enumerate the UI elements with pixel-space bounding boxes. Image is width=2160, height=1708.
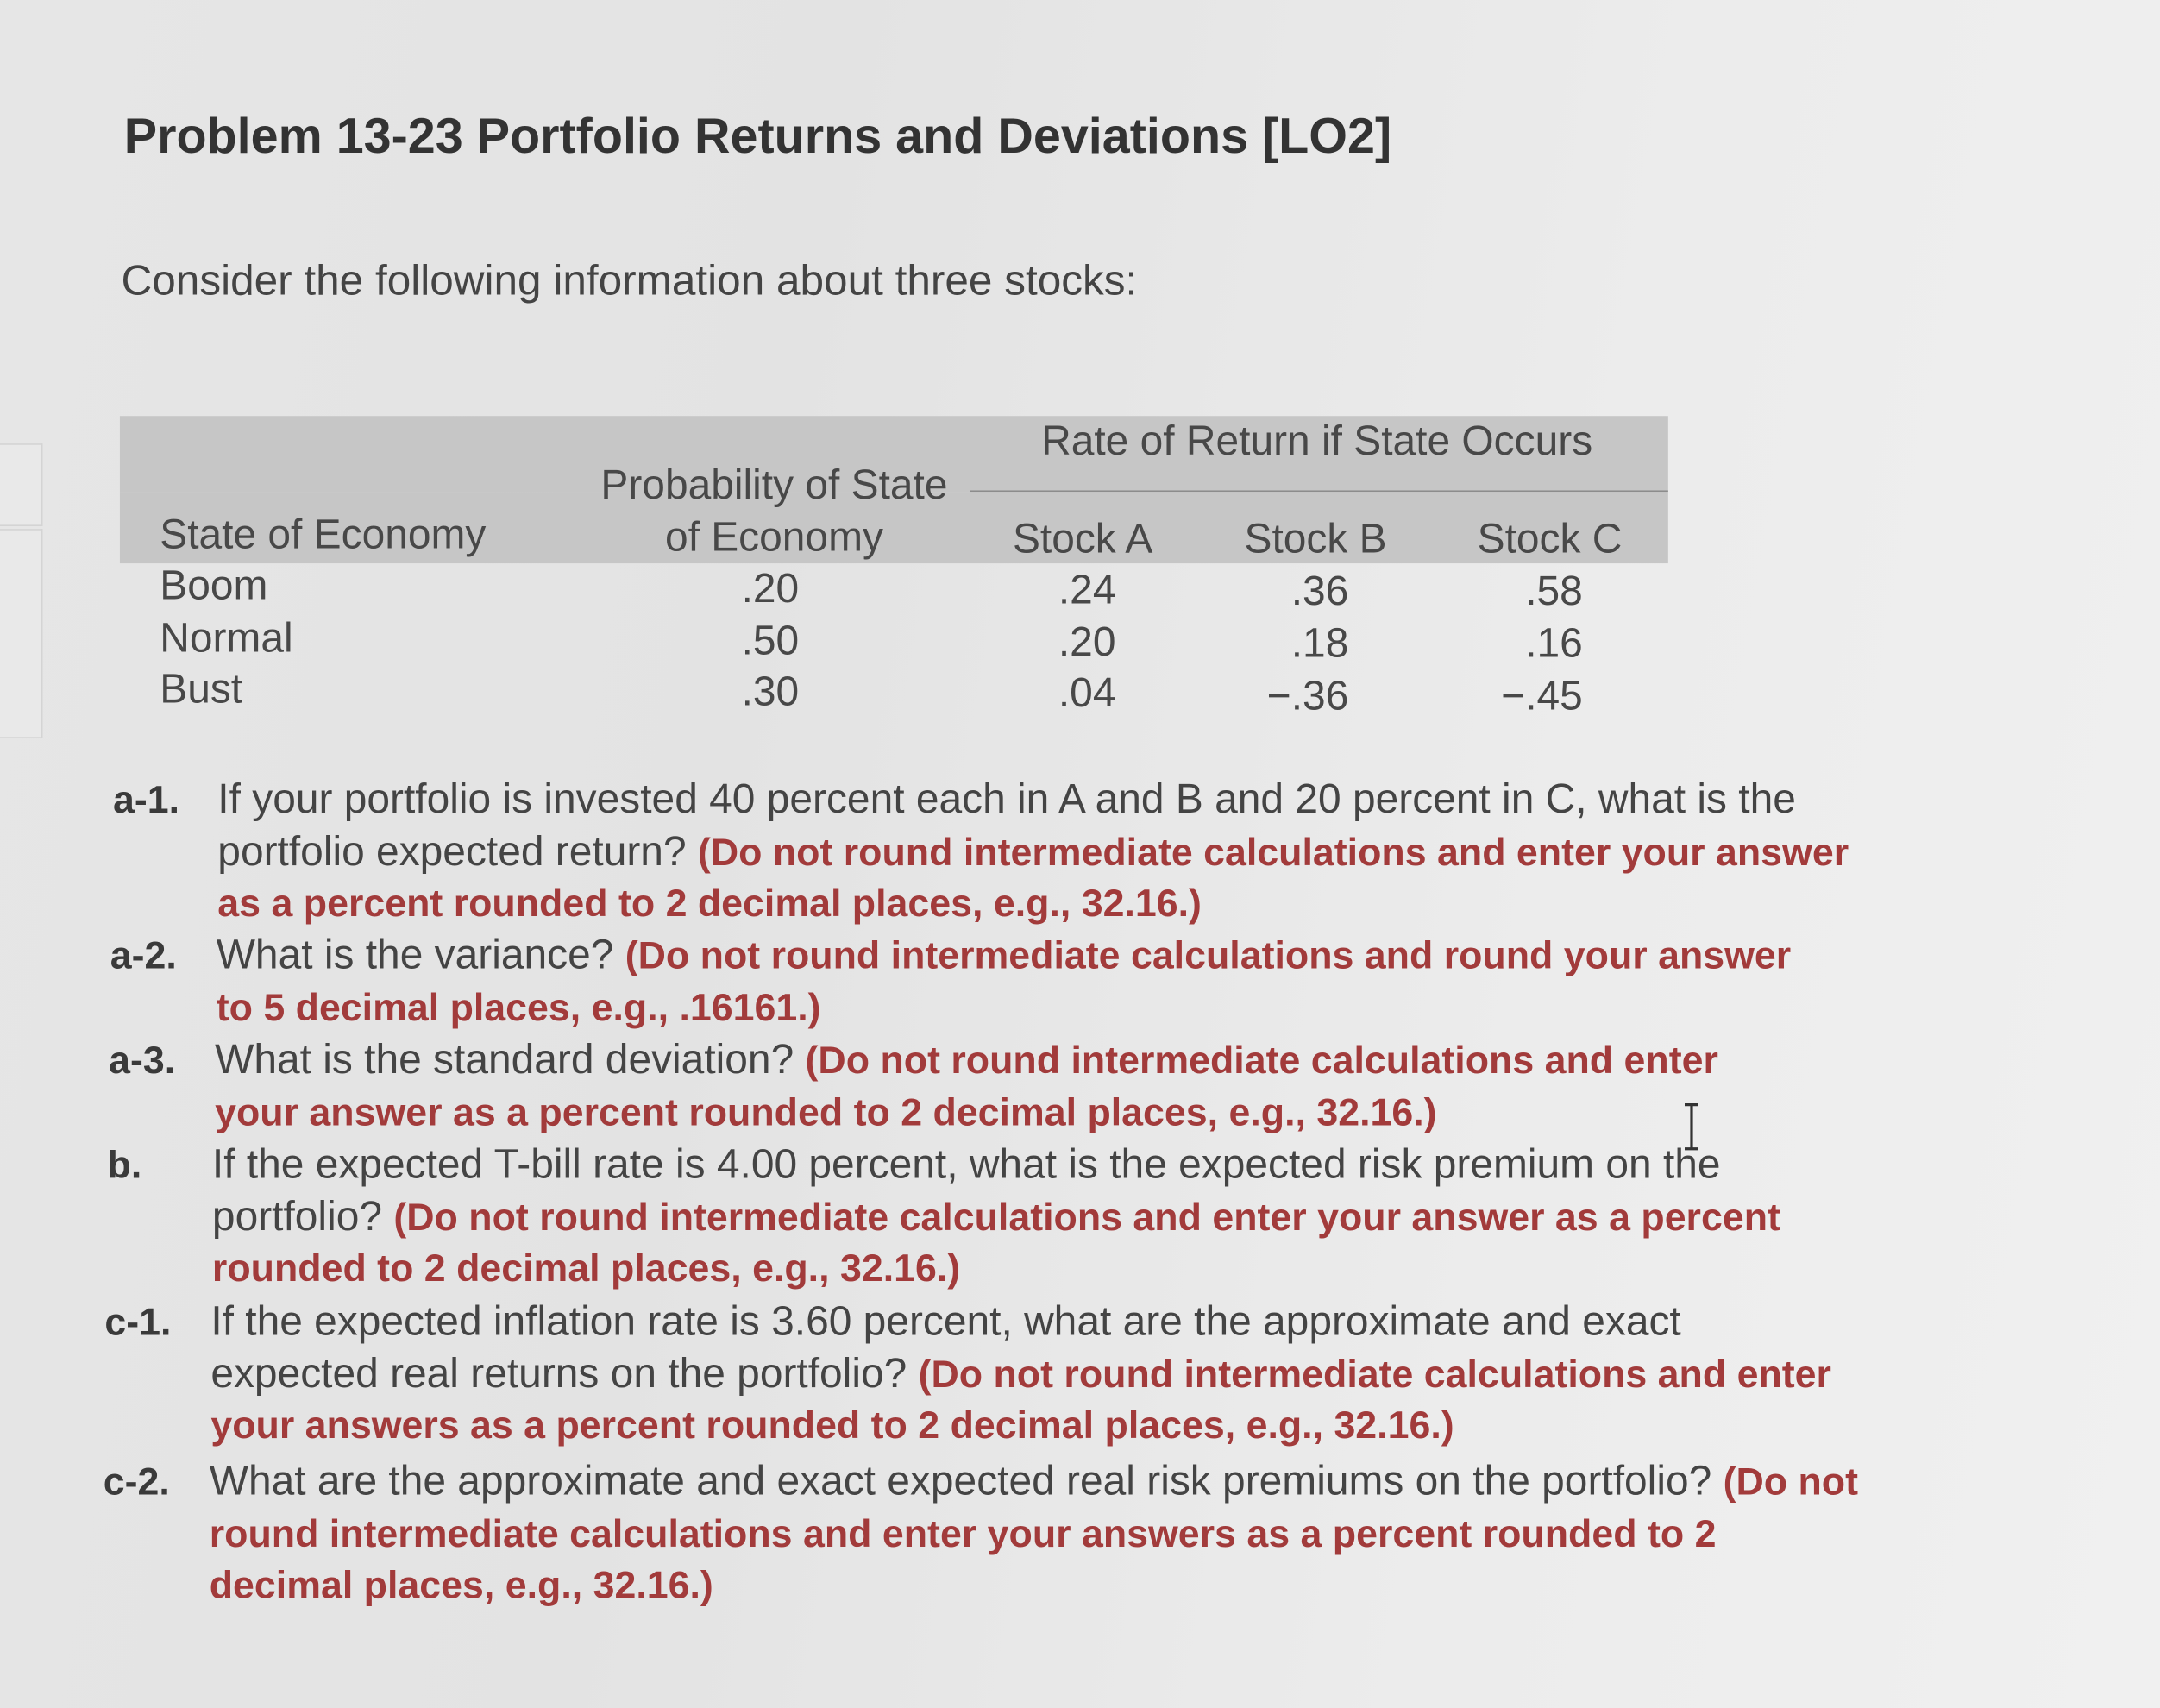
group-header-rule [970,490,1668,492]
question-text [210,1297,1843,1452]
row-probability: .50 [741,618,800,664]
question-text [212,1140,1879,1295]
left-edge-tab [0,529,43,738]
question-label: a-3. [109,1038,176,1082]
row-stock-a: .04 [1058,670,1116,717]
header-stock-a: Stock A [1012,516,1153,562]
header-stock-b: Stock B [1244,516,1387,562]
header-stock-c: Stock C [1477,516,1623,562]
question-label: a-2. [110,933,177,977]
group-header-rate-of-return: Rate of Return if State Occurs [1041,418,1593,465]
question-instruction: (Do not round intermediate calculations and enter your answers as a percent rounded to 2 decimal places, e.g., 32.16.) [210,1352,1831,1447]
question-text [217,774,1891,929]
question-text [215,1034,1805,1138]
row-stock-b: −.36 [1266,673,1349,719]
question-prompt: What is the standard deviation? [215,1037,794,1083]
text-cursor-icon [1680,1102,1703,1151]
row-stock-b: .18 [1290,621,1349,667]
row-stock-a: .24 [1058,567,1116,613]
question-instruction: (Do not round intermediate calculations and enter your answer as a percent rounded to 2 decimal places, e.g., 32.16.) [217,830,1849,925]
question-prompt: If the expected T-bill rate is 4.00 percent, what is the expected risk premium on the portfolio? [211,1141,1721,1240]
row-stock-a: .20 [1058,619,1116,666]
row-probability: .20 [741,566,800,612]
question-prompt: What are the approximate and exact expected real risk premiums on the portfolio? [209,1459,1712,1504]
question-text [210,1456,1862,1611]
row-probability: .30 [741,669,800,715]
row-stock-c: .58 [1525,568,1583,615]
question-instruction: (Do not round intermediate calculations and enter your answer as a percent rounded to 2 decimal places, e.g., 32.16.) [211,1195,1780,1290]
header-probability-line2: of Economy [664,515,883,561]
header-probability-line1: Probability of State [600,462,948,509]
question-text [217,930,1835,1033]
header-state-of-economy: State of Economy [160,512,487,558]
question-label: c-2. [103,1460,170,1504]
row-state: Boom [160,563,268,609]
question-prompt: What is the variance? [216,932,614,978]
row-state: Normal [160,615,293,662]
question-prompt: If the expected inflation rate is 3.60 percent, what are the approximate and exact expected real returns on the portfolio? [210,1298,1681,1397]
row-stock-b: .36 [1290,568,1349,615]
row-stock-c: −.45 [1501,673,1583,719]
question-instruction: (Do not round intermediate calculations and enter your answers as a percent rounded to 2 decimal places, e.g., 32.16.) [209,1460,1859,1606]
question-prompt: If your portfolio is invested 40 percent each in A and B and 20 percent in C, what is the portfolio expected return? [217,776,1796,875]
problem-intro: Consider the following information about three stocks: [121,256,1138,305]
left-edge-tab [0,443,43,526]
problem-title: Problem 13-23 Portfolio Returns and Deviations [LO2] [123,107,1392,165]
question-label: b. [107,1143,142,1186]
question-instruction: (Do not round intermediate calculations and round your answer to 5 decimal places, e.g., .16161.) [216,933,1792,1029]
question-instruction: (Do not round intermediate calculations and enter your answer as a percent rounded to 2 decimal places, e.g., 32.16.) [215,1038,1718,1133]
row-state: Bust [160,666,243,713]
question-label: c-1. [104,1300,172,1343]
question-label: a-1. [112,778,179,821]
row-stock-c: .16 [1525,621,1583,667]
